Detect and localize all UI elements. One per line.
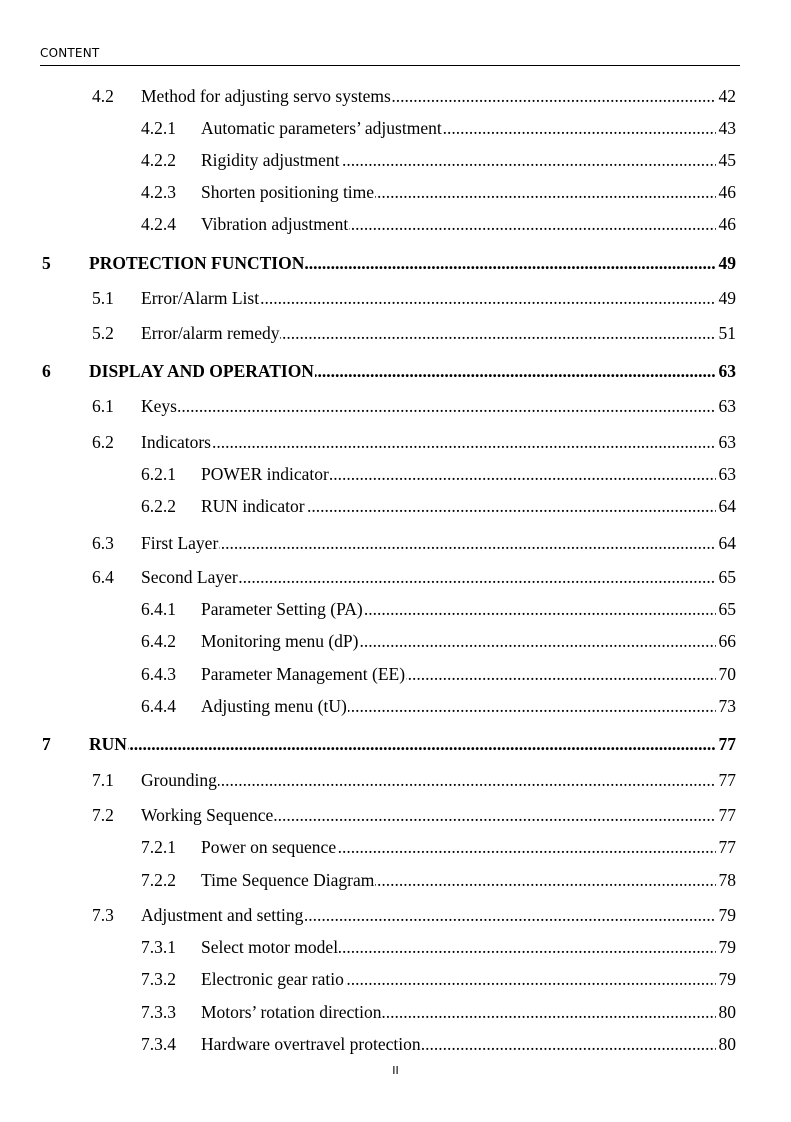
toc-entry-page: 79 — [718, 905, 736, 925]
toc-entry-title: Parameter Setting (PA) — [201, 599, 363, 619]
toc-entry-number: 7.1 — [92, 770, 114, 790]
toc-entry-title: First Layer — [141, 533, 219, 553]
toc-entry-page: 42 — [718, 86, 736, 106]
toc-entry-page: 80 — [718, 1034, 736, 1054]
toc-entry-number: 7.3.3 — [141, 1002, 176, 1022]
toc-entry-title: Adjustment and setting — [141, 905, 304, 925]
toc-entry-page: 77 — [718, 837, 736, 857]
toc-entry-title: Error/alarm remedy — [141, 323, 280, 343]
toc-entry-number: 7.2.2 — [141, 870, 176, 890]
toc-entry-title: DISPLAY AND OPERATION — [89, 361, 314, 381]
toc-entry-page: 66 — [718, 631, 736, 651]
toc-entry-page: 64 — [718, 533, 736, 553]
toc-entry-page: 43 — [718, 118, 736, 138]
toc-entry-title: Indicators — [141, 432, 211, 452]
toc-entry-title: Motors’ rotation direction — [201, 1002, 382, 1022]
toc-entry-title: Shorten positioning time — [201, 182, 375, 202]
toc-entry-page: 77 — [718, 770, 736, 790]
toc-entry-number: 4.2.2 — [141, 150, 176, 170]
toc-entry-number: 7 — [42, 734, 51, 754]
toc-entry-number: 6.4.2 — [141, 631, 176, 651]
toc-entry-number: 6.2.1 — [141, 464, 176, 484]
toc-entry-title: Method for adjusting servo systems — [141, 86, 391, 106]
toc-entry-title: Working Sequence — [141, 805, 274, 825]
toc-entry-number: 6.2 — [92, 432, 114, 452]
toc-entry-page: 63 — [718, 464, 736, 484]
toc-entry-page: 73 — [718, 696, 736, 716]
toc-entry-title: RUN indicator — [201, 496, 305, 516]
toc-entry-number: 6 — [42, 361, 51, 381]
toc-entry-title: Adjusting menu (tU) — [201, 696, 347, 716]
toc-entry-number: 6.4 — [92, 567, 114, 587]
toc-entry-number: 6.2.2 — [141, 496, 176, 516]
toc-entry-title: POWER indicator — [201, 464, 329, 484]
page-number: II — [392, 1064, 399, 1077]
toc-entry-title: Keys — [141, 396, 177, 416]
toc-entry-number: 7.3.2 — [141, 969, 176, 989]
toc-entry-page: 46 — [718, 182, 736, 202]
toc-entry-title: Electronic gear ratio — [201, 969, 344, 989]
toc-entry-page: 49 — [718, 288, 736, 308]
toc-entry-page: 63 — [718, 361, 736, 381]
toc-entry-number: 6.1 — [92, 396, 114, 416]
toc-entry-number: 7.2 — [92, 805, 114, 825]
toc-entry-number: 6.4.3 — [141, 664, 176, 684]
toc-entry-title: Select motor model — [201, 937, 339, 957]
toc-entry-page: 79 — [718, 937, 736, 957]
header-rule — [40, 65, 740, 66]
toc-entry-number: 6.4.4 — [141, 696, 176, 716]
toc-entry-page: 65 — [718, 567, 736, 587]
toc-entry-page: 70 — [718, 664, 736, 684]
toc-entry-title: Hardware overtravel protection — [201, 1034, 421, 1054]
toc-entry-number: 4.2 — [92, 86, 114, 106]
toc-entry-title: Grounding — [141, 770, 217, 790]
toc-entry-number: 7.3 — [92, 905, 114, 925]
toc-entry-title: Error/Alarm List — [141, 288, 260, 308]
toc-entry-page: 49 — [718, 253, 736, 273]
toc-entry-number: 7.3.4 — [141, 1034, 176, 1054]
toc-entry-page: 78 — [718, 870, 736, 890]
toc-entry-page: 77 — [718, 734, 736, 754]
toc-entry-page: 45 — [718, 150, 736, 170]
toc-entry-number: 7.3.1 — [141, 937, 176, 957]
toc-entry-title: Automatic parameters’ adjustment — [201, 118, 442, 138]
toc-entry-number: 4.2.3 — [141, 182, 176, 202]
toc-entry-number: 5.2 — [92, 323, 114, 343]
toc-entry-page: 63 — [718, 432, 736, 452]
toc-entry-page: 80 — [718, 1002, 736, 1022]
toc-entry-page: 65 — [718, 599, 736, 619]
toc-entry-title: Rigidity adjustment — [201, 150, 340, 170]
toc-entry-title: Parameter Management (EE) — [201, 664, 406, 684]
toc-entry-title: Monitoring menu (dP) — [201, 631, 359, 651]
toc-entry-number: 6.3 — [92, 533, 114, 553]
running-header: CONTENT — [40, 46, 100, 60]
toc-entry-page: 77 — [718, 805, 736, 825]
toc-entry-title: Second Layer — [141, 567, 238, 587]
toc-entry-number: 6.4.1 — [141, 599, 176, 619]
toc-entry-number: 4.2.4 — [141, 214, 176, 234]
toc-entry-number: 7.2.1 — [141, 837, 176, 857]
toc-entry-page: 79 — [718, 969, 736, 989]
toc-entry-title: PROTECTION FUNCTION — [89, 253, 305, 273]
toc-entry-title: Time Sequence Diagram — [201, 870, 375, 890]
toc-entry-page: 63 — [718, 396, 736, 416]
toc-entry-page: 51 — [718, 323, 736, 343]
toc-entry-title: Power on sequence — [201, 837, 337, 857]
toc-entry-title: Vibration adjustment — [201, 214, 349, 234]
toc-entry-page: 46 — [718, 214, 736, 234]
toc-entry-number: 4.2.1 — [141, 118, 176, 138]
toc-entry-title: RUN — [89, 734, 127, 754]
toc-entry-page: 64 — [718, 496, 736, 516]
toc-entry-number: 5 — [42, 253, 51, 273]
toc-entry-number: 5.1 — [92, 288, 114, 308]
